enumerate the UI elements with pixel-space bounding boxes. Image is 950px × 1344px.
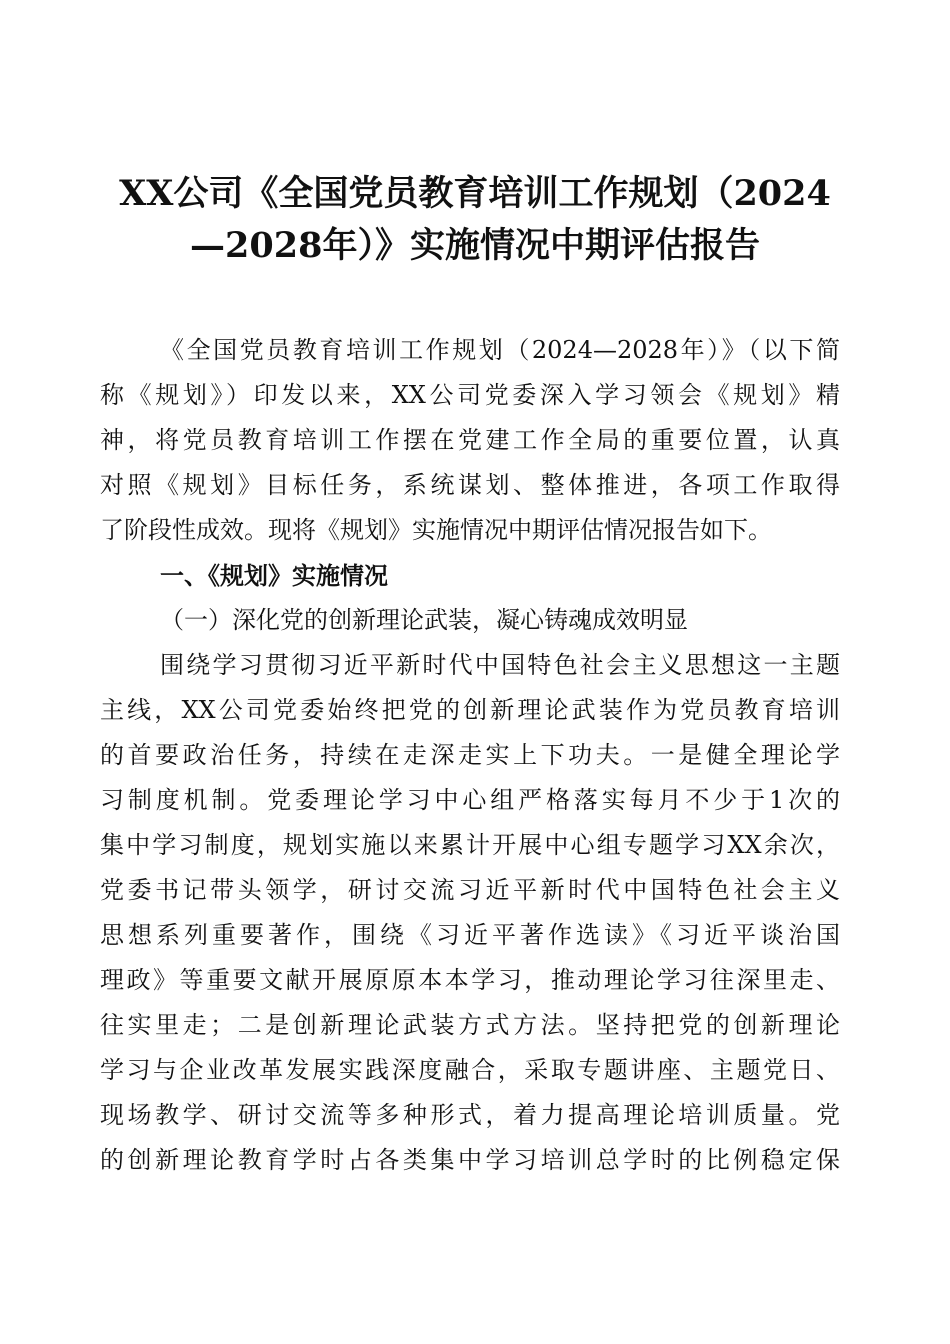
section-heading: 一、《规划》实施情况 — [160, 561, 388, 590]
intro-line: 神，将党员教育培训工作摆在党建工作全局的重要位置，认真 — [100, 426, 840, 454]
title-line-2: —2028年）》实施情况中期评估报告 — [190, 225, 760, 266]
document-body — [100, 328, 840, 1183]
paragraph-line: 集中学习制度，规划实施以来累计开展中心组专题学习XX余次， — [100, 831, 840, 859]
paragraph-line: 理政》等重要文献开展原原本本学习，推动理论学习往深里走、 — [100, 966, 840, 994]
paragraph-line: 围绕学习贯彻习近平新时代中国特色社会主义思想这一主题 — [160, 651, 840, 679]
paragraph-line: 现场教学、研讨交流等多种形式，着力提高理论培训质量。党 — [100, 1101, 840, 1129]
paragraph-line: 习制度机制。党委理论学习中心组严格落实每月不少于1次的 — [100, 786, 840, 814]
paragraph-line: 往实里走；二是创新理论武装方式方法。坚持把党的创新理论 — [100, 1011, 840, 1039]
paragraph-line: 学习与企业改革发展实践深度融合，采取专题讲座、主题党日、 — [100, 1056, 840, 1084]
paragraph-line: 思想系列重要著作，围绕《习近平著作选读》《习近平谈治国 — [100, 921, 840, 949]
paragraph-line: 主线，XX公司党委始终把党的创新理论武装作为党员教育培训 — [100, 696, 840, 724]
intro-line: 对照《规划》目标任务，系统谋划、整体推进，各项工作取得 — [100, 471, 840, 499]
paragraph-line: 的创新理论教育学时占各类集中学习培训总学时的比例稳定保 — [100, 1146, 840, 1174]
paragraph-line: 的首要政治任务，持续在走深走实上下功夫。一是健全理论学 — [100, 741, 840, 769]
paragraph-line: 党委书记带头领学，研讨交流习近平新时代中国特色社会主义 — [100, 876, 840, 904]
intro-line: 称《规划》）印发以来，XX公司党委深入学习领会《规划》精 — [100, 381, 840, 409]
intro-line: 了阶段性成效。现将《规划》实施情况中期评估情况报告如下。 — [100, 516, 772, 544]
document-title — [100, 168, 850, 272]
intro-line: 《全国党员教育培训工作规划（2024—2028年）》（以下简 — [160, 336, 840, 364]
subsection-heading: （一）深化党的创新理论武装，凝心铸魂成效明显 — [160, 606, 688, 634]
title-line-1: XX公司《全国党员教育培训工作规划（2024 — [119, 173, 831, 214]
